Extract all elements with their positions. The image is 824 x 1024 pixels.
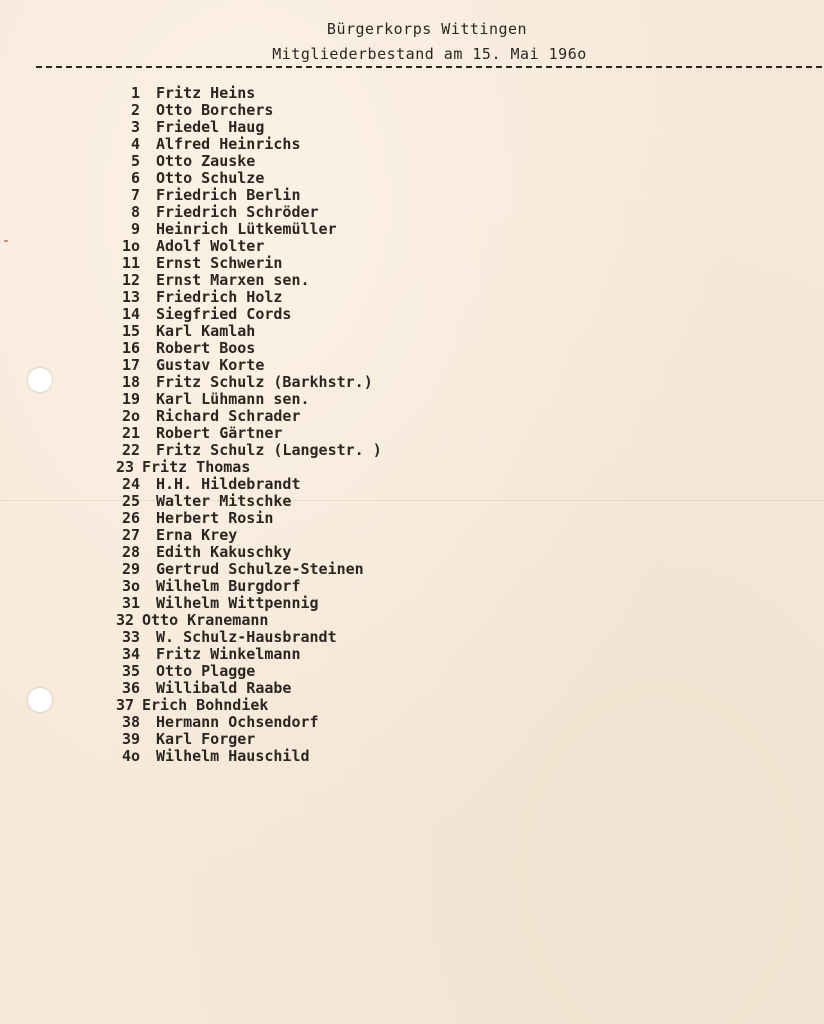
member-row [104,391,382,408]
member-name: Alfred Heinrichs [156,135,301,153]
member-name: Otto Plagge [156,662,256,680]
member-name: Adolf Wolter [156,237,265,255]
member-number: 9 [130,220,140,238]
member-row [104,748,382,765]
member-name: Karl Kamlah [156,322,256,340]
member-row [104,578,382,595]
member-row [104,306,382,323]
member-number: 33 [121,628,140,646]
member-number: 3 [130,118,140,136]
member-row [104,374,382,391]
member-number: 26 [121,509,140,527]
member-name: Fritz Heins [156,84,256,102]
member-name: Erna Krey [156,526,238,544]
member-row [104,476,382,493]
member-row [104,153,382,170]
member-row [104,731,382,748]
member-name: Erich Bohndiek [142,696,269,714]
member-name: Fritz Winkelmann [156,645,301,663]
member-name: Otto Schulze [156,169,265,187]
member-row [104,510,382,527]
member-row [104,612,382,629]
member-number: 6 [130,169,140,187]
member-number: 12 [121,271,140,289]
document-title: Bürgerkorps Wittingen [326,20,528,38]
member-number: 15 [121,322,140,340]
member-row [104,527,382,544]
member-row [104,629,382,646]
member-number: 21 [121,424,140,442]
member-row [104,170,382,187]
member-number: 14 [121,305,140,323]
member-row [104,272,382,289]
member-row [104,119,382,136]
member-number: 5 [130,152,140,170]
member-number: 13 [121,288,140,306]
member-name: Robert Boos [156,339,256,357]
member-row [104,238,382,255]
header-dashed-rule [36,66,822,68]
member-name: Ernst Schwerin [156,254,283,272]
member-name: Hermann Ochsendorf [156,713,319,731]
member-row [104,204,382,221]
member-row [104,221,382,238]
member-row [104,544,382,561]
member-name: Wilhelm Hauschild [156,747,310,765]
member-row [104,340,382,357]
member-name: Otto Kranemann [142,611,269,629]
member-number: 1 [130,84,140,102]
member-number: 3o [121,577,140,595]
member-number: 24 [121,475,140,493]
member-name: Karl Forger [156,730,256,748]
member-row [104,323,382,340]
member-name: Fritz Thomas [142,458,251,476]
punch-hole-top [28,368,52,392]
member-number: 31 [121,594,140,612]
member-number: 29 [121,560,140,578]
member-name: Otto Borchers [156,101,274,119]
member-number: 11 [121,254,140,272]
member-row [104,255,382,272]
member-name: Fritz Schulz (Langestr. ) [156,441,382,459]
member-row [104,663,382,680]
member-name: Wilhelm Burgdorf [156,577,301,595]
member-number: 37 [115,696,134,714]
member-name: Heinrich Lütkemüller [156,220,337,238]
member-number: 39 [121,730,140,748]
member-number: 2 [130,101,140,119]
member-number: 34 [121,645,140,663]
member-row [104,357,382,374]
paper-speck [4,240,8,242]
member-number: 18 [121,373,140,391]
member-row [104,595,382,612]
member-row [104,680,382,697]
member-row [104,714,382,731]
member-number: 35 [121,662,140,680]
member-number: 7 [130,186,140,204]
member-number: 22 [121,441,140,459]
member-number: 23 [115,458,134,476]
member-name: Friedel Haug [156,118,265,136]
member-name: Herbert Rosin [156,509,274,527]
member-number: 36 [121,679,140,697]
member-name: Karl Lühmann sen. [156,390,310,408]
member-number: 8 [130,203,140,221]
member-row [104,561,382,578]
member-row [104,85,382,102]
member-list [104,85,382,765]
member-name: Friedrich Berlin [156,186,301,204]
member-row [104,442,382,459]
member-name: Ernst Marxen sen. [156,271,310,289]
member-name: Willibald Raabe [156,679,292,697]
member-name: H.H. Hildebrandt [156,475,301,493]
member-row [104,459,382,476]
member-name: W. Schulz-Hausbrandt [156,628,337,646]
member-number: 28 [121,543,140,561]
member-name: Edith Kakuschky [156,543,292,561]
member-name: Gertrud Schulze-Steinen [156,560,364,578]
member-row [104,425,382,442]
member-name: Robert Gärtner [156,424,283,442]
member-number: 1o [121,237,140,255]
document-subtitle: Mitgliederbestand am 15. Mai 196o [272,45,587,63]
member-name: Siegfried Cords [156,305,292,323]
member-name: Friedrich Holz [156,288,283,306]
member-name: Richard Schrader [156,407,301,425]
member-name: Walter Mitschke [156,492,292,510]
member-name: Fritz Schulz (Barkhstr.) [156,373,373,391]
member-number: 17 [121,356,140,374]
member-number: 16 [121,339,140,357]
member-name: Wilhelm Wittpennig [156,594,319,612]
member-number: 2o [121,407,140,425]
member-row [104,289,382,306]
member-row [104,697,382,714]
punch-hole-bottom [28,688,52,712]
member-row [104,493,382,510]
member-number: 4 [130,135,140,153]
member-name: Friedrich Schröder [156,203,319,221]
member-name: Gustav Korte [156,356,265,374]
member-number: 38 [121,713,140,731]
member-row [104,136,382,153]
member-number: 32 [115,611,134,629]
member-row [104,102,382,119]
member-row [104,187,382,204]
member-number: 4o [121,747,140,765]
member-name: Otto Zauske [156,152,256,170]
member-number: 19 [121,390,140,408]
member-row [104,646,382,663]
member-row [104,408,382,425]
member-number: 27 [121,526,140,544]
document-header [0,18,824,65]
member-number: 25 [121,492,140,510]
